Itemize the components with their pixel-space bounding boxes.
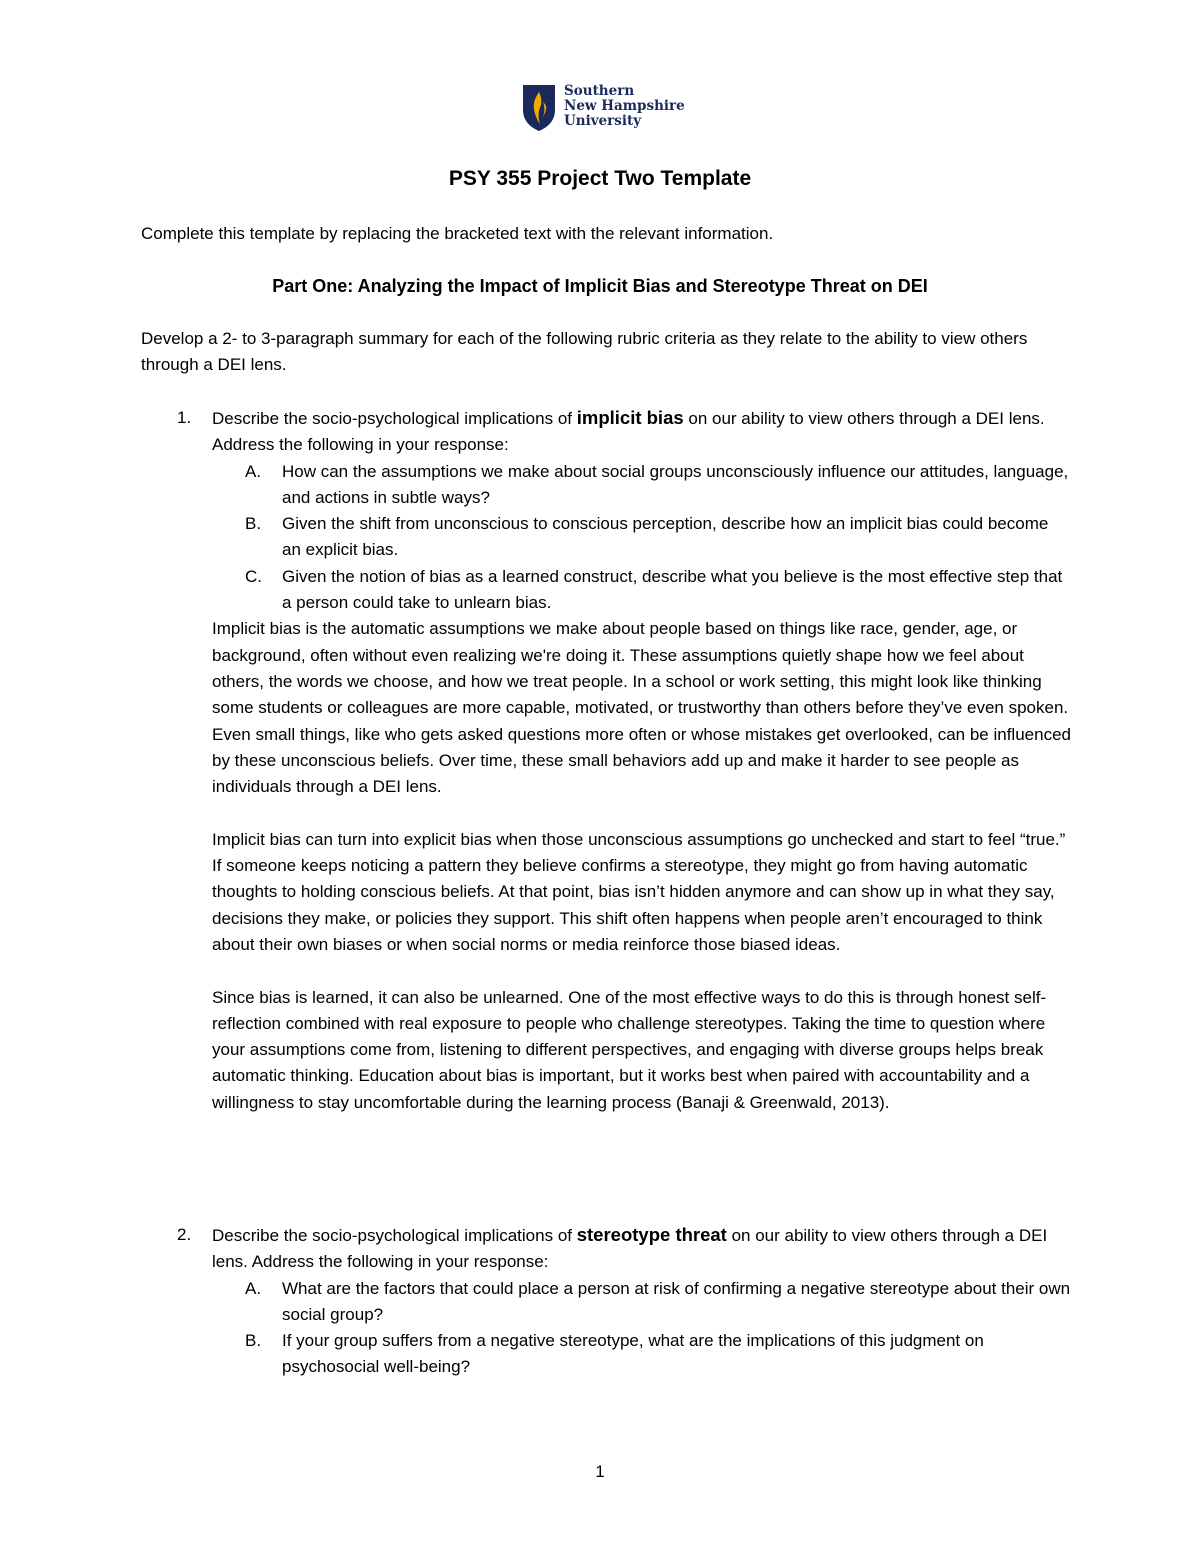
answer-block[interactable] [212,616,1072,1116]
sub-question-letter: A. [245,461,262,481]
question-number: 1. [177,408,192,427]
sub-question-text: What are the factors that could place a person at risk of confirming a negative stereotype about their own social group? [282,1278,1071,1324]
question-text [212,1222,1071,1276]
sub-question-letter: A. [245,1278,262,1298]
question-1 [141,405,1071,1116]
sub-question-letter: B. [245,514,262,534]
question-keyword: implicit bias [576,407,684,428]
question-keyword: stereotype threat [576,1224,727,1245]
page-number: 1 [595,1462,605,1481]
question-text-start: Describe the socio-psychological implications of [212,409,577,428]
logo-line-3: University [564,113,642,129]
sub-question [245,511,1071,564]
sub-question-text: Given the notion of bias as a learned construct, describe what you believe is the most effective step that a person could take to unlearn bias. [282,566,1063,613]
sub-question-text: Given the shift from unconscious to conscious perception, describe how an implicit bias could become an explicit bias. [282,514,1049,560]
question-text-end: on our ability to view others through a DEI lens. Address the following in your response: [212,1226,1048,1272]
answer-paragraph: Since bias is learned, it can also be unlearned. One of the most effective ways to do this is through honest self-reflection combined with real exposure to people who challenge stereotypes. Taking the time to question where your assumptions come from, listening to different perspectives, and engaging with diverse groups helps break automatic thinking. Education about bias is important, but it works best when paired with accountability and a willingness to stay uncomfortable during the learning process (Banaji & Greenwald, 2013). [212,987,1047,1112]
flame-shield-icon [522,84,556,132]
university-logo [522,84,685,132]
part-one-heading: Part One: Analyzing the Impact of Implicit Bias and Stereotype Threat on DEI [272,276,928,296]
intro-text: Complete this template by replacing the bracketed text with the relevant information. [141,224,774,243]
question-number: 2. [177,1225,192,1244]
sub-question-letter: B. [245,1331,262,1351]
answer-paragraph: Implicit bias can turn into explicit bias when those unconscious assumptions go unchecked and start to feel “true.” If someone keeps noticing a pattern they believe confirms a stereotype, they might go from having automatic thoughts to holding conscious beliefs. At that point, bias isn’t hidden anymore and can show up in what they say, decisions they make, or policies they support. This shift often happens when people aren’t encouraged to think about their own biases or when social norms or media reinforce those biased ideas. [212,829,1066,954]
document-title: PSY 355 Project Two Template [448,167,752,190]
logo-wordmark [564,84,685,129]
sub-question [245,1276,1071,1329]
question-2 [141,1222,1071,1381]
question-text [212,405,1071,459]
sub-question [245,1328,1071,1381]
logo-line-2: New Hampshire [564,98,685,114]
sub-question-text: How can the assumptions we make about social groups unconsciously influence our attitudes, language, and actions in subtle ways? [282,461,1069,507]
sub-question-letter: C. [245,566,262,586]
answer-paragraph: Implicit bias is the automatic assumptions we make about people based on things like race, gender, age, or background, often without even realizing we're doing it. These assumptions quietly shape how we feel about others, the words we choose, and how we treat people. In a school or work setting, this might look like thinking some students or colleagues are more capable, motivated, or trustworthy than others before they’ve even spoken. Even small things, like who gets asked questions more often or whose mistakes get overlooked, can be influenced by these unconscious beliefs. Over time, these small behaviors add up and make it harder to see people as individuals through a DEI lens. [212,619,1071,797]
sub-question [245,564,1071,617]
sub-question [245,459,1071,512]
question-text-end: on our ability to view others through a DEI lens. Address the following in your response: [212,409,1045,455]
sub-question-text: If your group suffers from a negative stereotype, what are the implications of this judgment on psychosocial well-being? [282,1331,984,1377]
instructions-text: Develop a 2- to 3-paragraph summary for each of the following rubric criteria as they relate to the ability to view others through a DEI lens. [141,329,1028,375]
question-text-start: Describe the socio-psychological implications of [212,1226,577,1245]
logo-line-1: Southern [564,83,635,99]
